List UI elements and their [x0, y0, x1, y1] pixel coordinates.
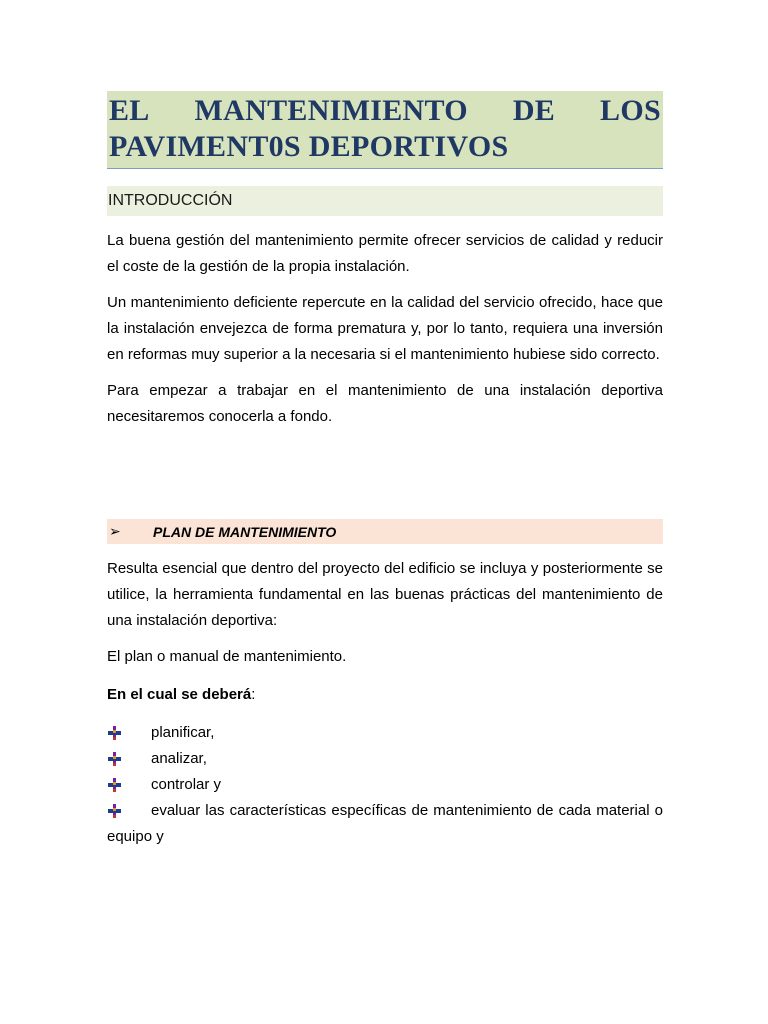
paragraph: El plan o manual de mantenimiento. [107, 648, 347, 665]
cross-bullet-icon [107, 751, 151, 767]
paragraph: Para empezar a trabajar en el mantenimiento de una instalación deportiva necesitaremos conocerla a fondo. [107, 382, 663, 425]
en-el-cual-colon: : [251, 686, 256, 703]
document-page [107, 91, 663, 850]
cross-bullet-icon [107, 803, 151, 819]
paragraph: Un mantenimiento deficiente repercute en la calidad del servicio ofrecido, hace que la instalación envejezca de forma prematura y, por lo tanto, requiera una inversión en reformas muy superior a la necesaria si el mantenimiento hubiese sido correcto. [107, 294, 663, 363]
plan-heading-label: PLAN DE MANTENIMIENTO [153, 523, 337, 540]
en-el-cual-heading [107, 682, 663, 708]
list-item [107, 720, 663, 746]
title-word: MANTENIMIENTO [194, 94, 468, 127]
paragraph: La buena gestión del mantenimiento permite ofrecer servicios de calidad y reducir el coste de la gestión de la propia instalación. [107, 232, 663, 275]
title-word: EL [109, 94, 150, 127]
title-line-2: PAVIMENT0S DEPORTIVOS [109, 130, 509, 163]
list-item [107, 798, 663, 850]
document-title [107, 91, 663, 169]
list-item-text: planificar, [151, 724, 215, 741]
en-el-cual-text: En el cual se deberá [107, 686, 252, 703]
cross-bullet-icon [107, 777, 151, 793]
list-item [107, 772, 663, 798]
intro-heading: INTRODUCCIÓN [107, 186, 663, 216]
list-item-text: evaluar las características específicas de mantenimiento de cada material o equipo y [107, 802, 663, 845]
arrow-bullet-icon: ➢ [109, 523, 121, 539]
list-item-text: analizar, [151, 750, 207, 767]
plan-heading [107, 519, 663, 544]
paragraph: Resulta esencial que dentro del proyecto del edificio se incluya y posteriormente se utilice, la herramienta fundamental en las buenas prácticas del mantenimiento de una instalación deportiva: [107, 560, 663, 629]
title-word: LOS [600, 94, 661, 127]
list-item [107, 746, 663, 772]
title-word: DE [512, 94, 556, 127]
title-line-1 [109, 93, 661, 129]
task-list [107, 720, 663, 850]
list-item-text: controlar y [151, 776, 222, 793]
cross-bullet-icon [107, 725, 151, 741]
